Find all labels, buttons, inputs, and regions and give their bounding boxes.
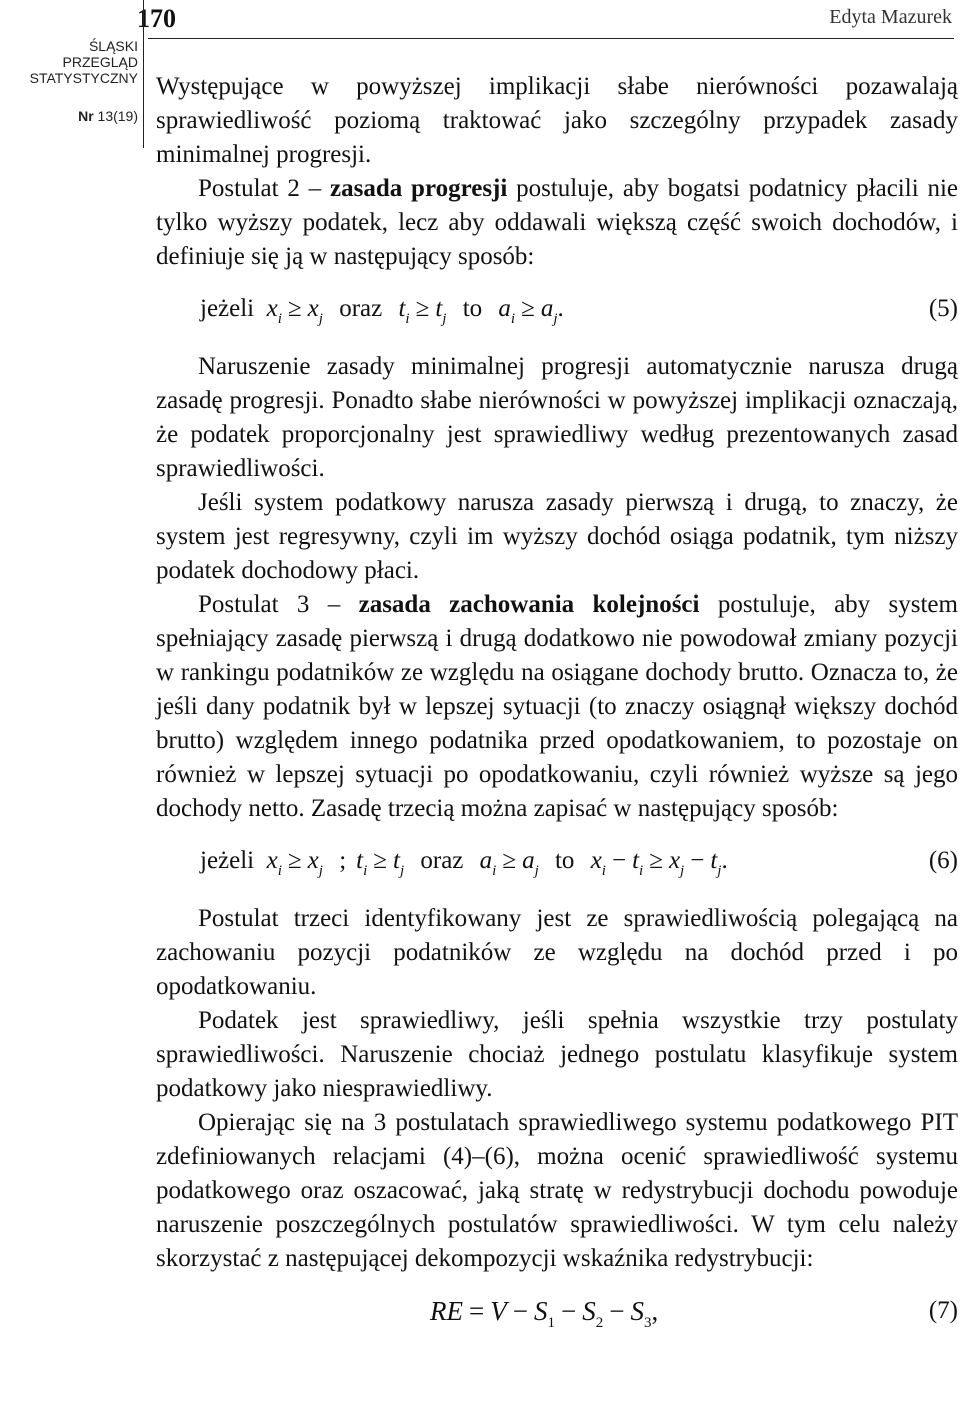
formula-word: jeżeli xyxy=(200,295,255,322)
formula-var: a xyxy=(540,295,554,322)
formula-var: t xyxy=(435,295,443,322)
issue-value: 13(19) xyxy=(97,108,138,124)
formula-word: to xyxy=(554,847,575,874)
formula-sub: i xyxy=(601,863,606,879)
formula-word: oraz xyxy=(339,295,383,322)
formula-var: S xyxy=(630,1296,644,1326)
formula-sub: i xyxy=(363,863,368,879)
geq-sign: ≥ xyxy=(649,847,663,874)
geq-sign: ≥ xyxy=(521,295,535,322)
paragraph: Jeśli system podatkowy narusza zasady pierwszą i drugą, to znaczy, że system jest regresywny, czyli im wyższy dochód osiąga podatnik, tym niższy podatek dochodowy płaci. xyxy=(156,489,958,584)
paragraph: Podatek jest sprawiedliwy, jeśli spełnia wszystkie trzy postulaty sprawiedliwości. Naruszenie chociaż jednego postulatu klasyfikuje system podatkowy jako niesprawiedliwy. xyxy=(156,1007,958,1102)
geq-sign: ≥ xyxy=(415,295,430,322)
formula-sub: i xyxy=(405,311,410,327)
geq-sign: ≥ xyxy=(287,295,302,322)
formula-var: t xyxy=(632,847,640,874)
formula-expression: jeżeli $x_i \ge x_j$ ; $t_i \ge t_j$ oraz $a_i \ge a_j$ to $x_i - t_i \ge x_j - t_j$. xyxy=(200,847,728,879)
journal-name-line: PRZEGLĄD xyxy=(62,54,138,70)
equation-number: (5) xyxy=(928,295,958,322)
formula-sub: i xyxy=(510,311,516,327)
formula-sub: j xyxy=(399,863,405,879)
minus-sign: − xyxy=(611,847,627,874)
formula-var: S xyxy=(582,1296,596,1326)
paragraph xyxy=(156,172,958,274)
sidebar-rule xyxy=(143,0,144,148)
equation-number: (7) xyxy=(928,1297,958,1324)
term-bold: zasada progresji xyxy=(330,175,508,202)
formula-sub: j xyxy=(318,311,323,327)
formula-word: to xyxy=(462,295,483,322)
postulate-label: Postulat 3 – xyxy=(198,591,359,618)
page-header xyxy=(0,0,960,40)
paragraph: Naruszenie zasady minimalnej progresji automatycznie narusza drugą zasadę progresji. Ponadto słabe nierówności w powyższej implikacji oznaczają, że podatek proporcjonalny jest sprawiedliwy według prezentowanych zasad sprawiedliwości. xyxy=(156,353,958,482)
geq-sign: ≥ xyxy=(502,847,517,874)
formula-var: a xyxy=(479,847,493,874)
formula-var: t xyxy=(356,847,364,874)
header-author: Edyta Mazurek xyxy=(829,6,952,28)
issue-prefix: Nr xyxy=(78,108,94,124)
formula-sub: j xyxy=(680,863,685,879)
minus-sign: − xyxy=(512,1296,528,1326)
formula-var: t xyxy=(398,295,406,322)
paragraph: Postulat trzeci identyfikowany jest ze sprawiedliwością polegającą na zachowaniu pozycji podatników ze względu na dochód przed i po opodatkowaniu. xyxy=(156,905,958,1000)
paragraph: Występujące w powyższej implikacji słabe nierówności pozawalają sprawiedliwość poziomą traktować jako szczególny przypadek zasady minimalnej progresji. xyxy=(156,73,958,168)
page-number: 170 xyxy=(137,4,176,33)
journal-name-line: STATYSTYCZNY xyxy=(29,70,138,86)
formula-word: oraz xyxy=(420,847,464,874)
equation-number: (6) xyxy=(928,847,958,874)
formula-expression: jeżeli $x_i \ge x_j$ oraz $t_i \ge t_j$ to $a_i \ge a_j$. xyxy=(200,295,564,327)
formula-var: a xyxy=(522,847,535,874)
journal-sidebar xyxy=(0,38,138,124)
formula-sub: j xyxy=(534,863,539,879)
minus-sign: − xyxy=(690,847,705,874)
formula-7 xyxy=(156,1276,958,1342)
paragraph-text: postuluje, aby system spełniający zasadę pierwszą i drugą dodatkowo nie powodował zmiany pozycji w rankingu podatników ze względu na osiągane dochody brutto. Oznacza to, że jeśli dany podatnik był w lepszej sytuacji (to znaczy osiągnął większy dochód brutto) względem innego podatnika przed opodatkowaniem, to pozostaje on również w lepszej sytuacji po opodatkowaniu, czyli również wyższe są jego dochody netto. Zasadę trzecią można zapisać w następujący sposób: xyxy=(156,591,958,822)
minus-sign: − xyxy=(609,1296,625,1326)
formula-var: t xyxy=(710,847,718,874)
formula-sub: i xyxy=(277,863,282,879)
formula-sub: 1 xyxy=(547,1315,555,1331)
postulate-label: Postulat 2 – xyxy=(198,175,330,202)
formula-var: t xyxy=(393,847,400,874)
formula-var: x xyxy=(307,847,319,874)
minus-sign: − xyxy=(560,1296,577,1326)
equals-sign: = xyxy=(469,1296,485,1326)
paragraph: Opierając się na 3 postulatach sprawiedliwego systemu podatkowego PIT zdefiniowanych relacjami (4)–(6), można ocenić sprawiedliwość systemu podatkowego oraz oszacować, jaką stratę w redystrybucji dochodu powoduje naruszenie poszczególnych postulatów sprawiedliwości. W tym celu należy skorzystać z następującej dekompozycji wskaźnika redystrybucji: xyxy=(156,1109,958,1272)
formula-separator: ; xyxy=(339,847,347,874)
formula-var: V xyxy=(490,1296,507,1326)
formula-6 xyxy=(156,826,958,902)
formula-word: jeżeli xyxy=(200,847,255,874)
formula-sub: 3 xyxy=(643,1315,652,1331)
formula-sub: i xyxy=(492,863,497,879)
formula-expression: RE = $V - S_1 - S_2 - S_3$, xyxy=(430,1296,659,1331)
journal-name-line: ŚLĄSKI xyxy=(88,38,138,54)
formula-var: a xyxy=(498,295,511,322)
formula-5 xyxy=(156,274,958,350)
header-rule xyxy=(148,38,954,39)
paragraph xyxy=(156,588,958,826)
formula-var: S xyxy=(533,1296,548,1326)
term-bold: zasada zachowania kolejności xyxy=(358,591,700,618)
formula-var: x xyxy=(266,847,278,874)
formula-sub: i xyxy=(639,863,644,879)
geq-sign: ≥ xyxy=(287,847,302,874)
formula-var: x xyxy=(668,847,681,874)
formula-var: x xyxy=(307,295,319,322)
formula-sub: j xyxy=(318,863,323,879)
formula-sub: j xyxy=(442,311,447,327)
geq-sign: ≥ xyxy=(373,847,387,874)
formula-sub: j xyxy=(553,311,558,327)
paragraph-text: postuluje, aby bogatsi podatnicy płacili nie tylko wyższy podatek, lecz aby oddawali większą część swoich dochodów, i definiuje się ją w następujący sposób: xyxy=(156,175,958,270)
formula-sub: j xyxy=(717,863,722,879)
formula-sub: i xyxy=(277,311,282,327)
formula-var: RE xyxy=(430,1296,463,1326)
article-body xyxy=(156,70,958,1342)
formula-sub: 2 xyxy=(595,1315,604,1331)
formula-var: x xyxy=(590,847,602,874)
issue-number xyxy=(0,108,138,124)
formula-var: x xyxy=(266,295,278,322)
